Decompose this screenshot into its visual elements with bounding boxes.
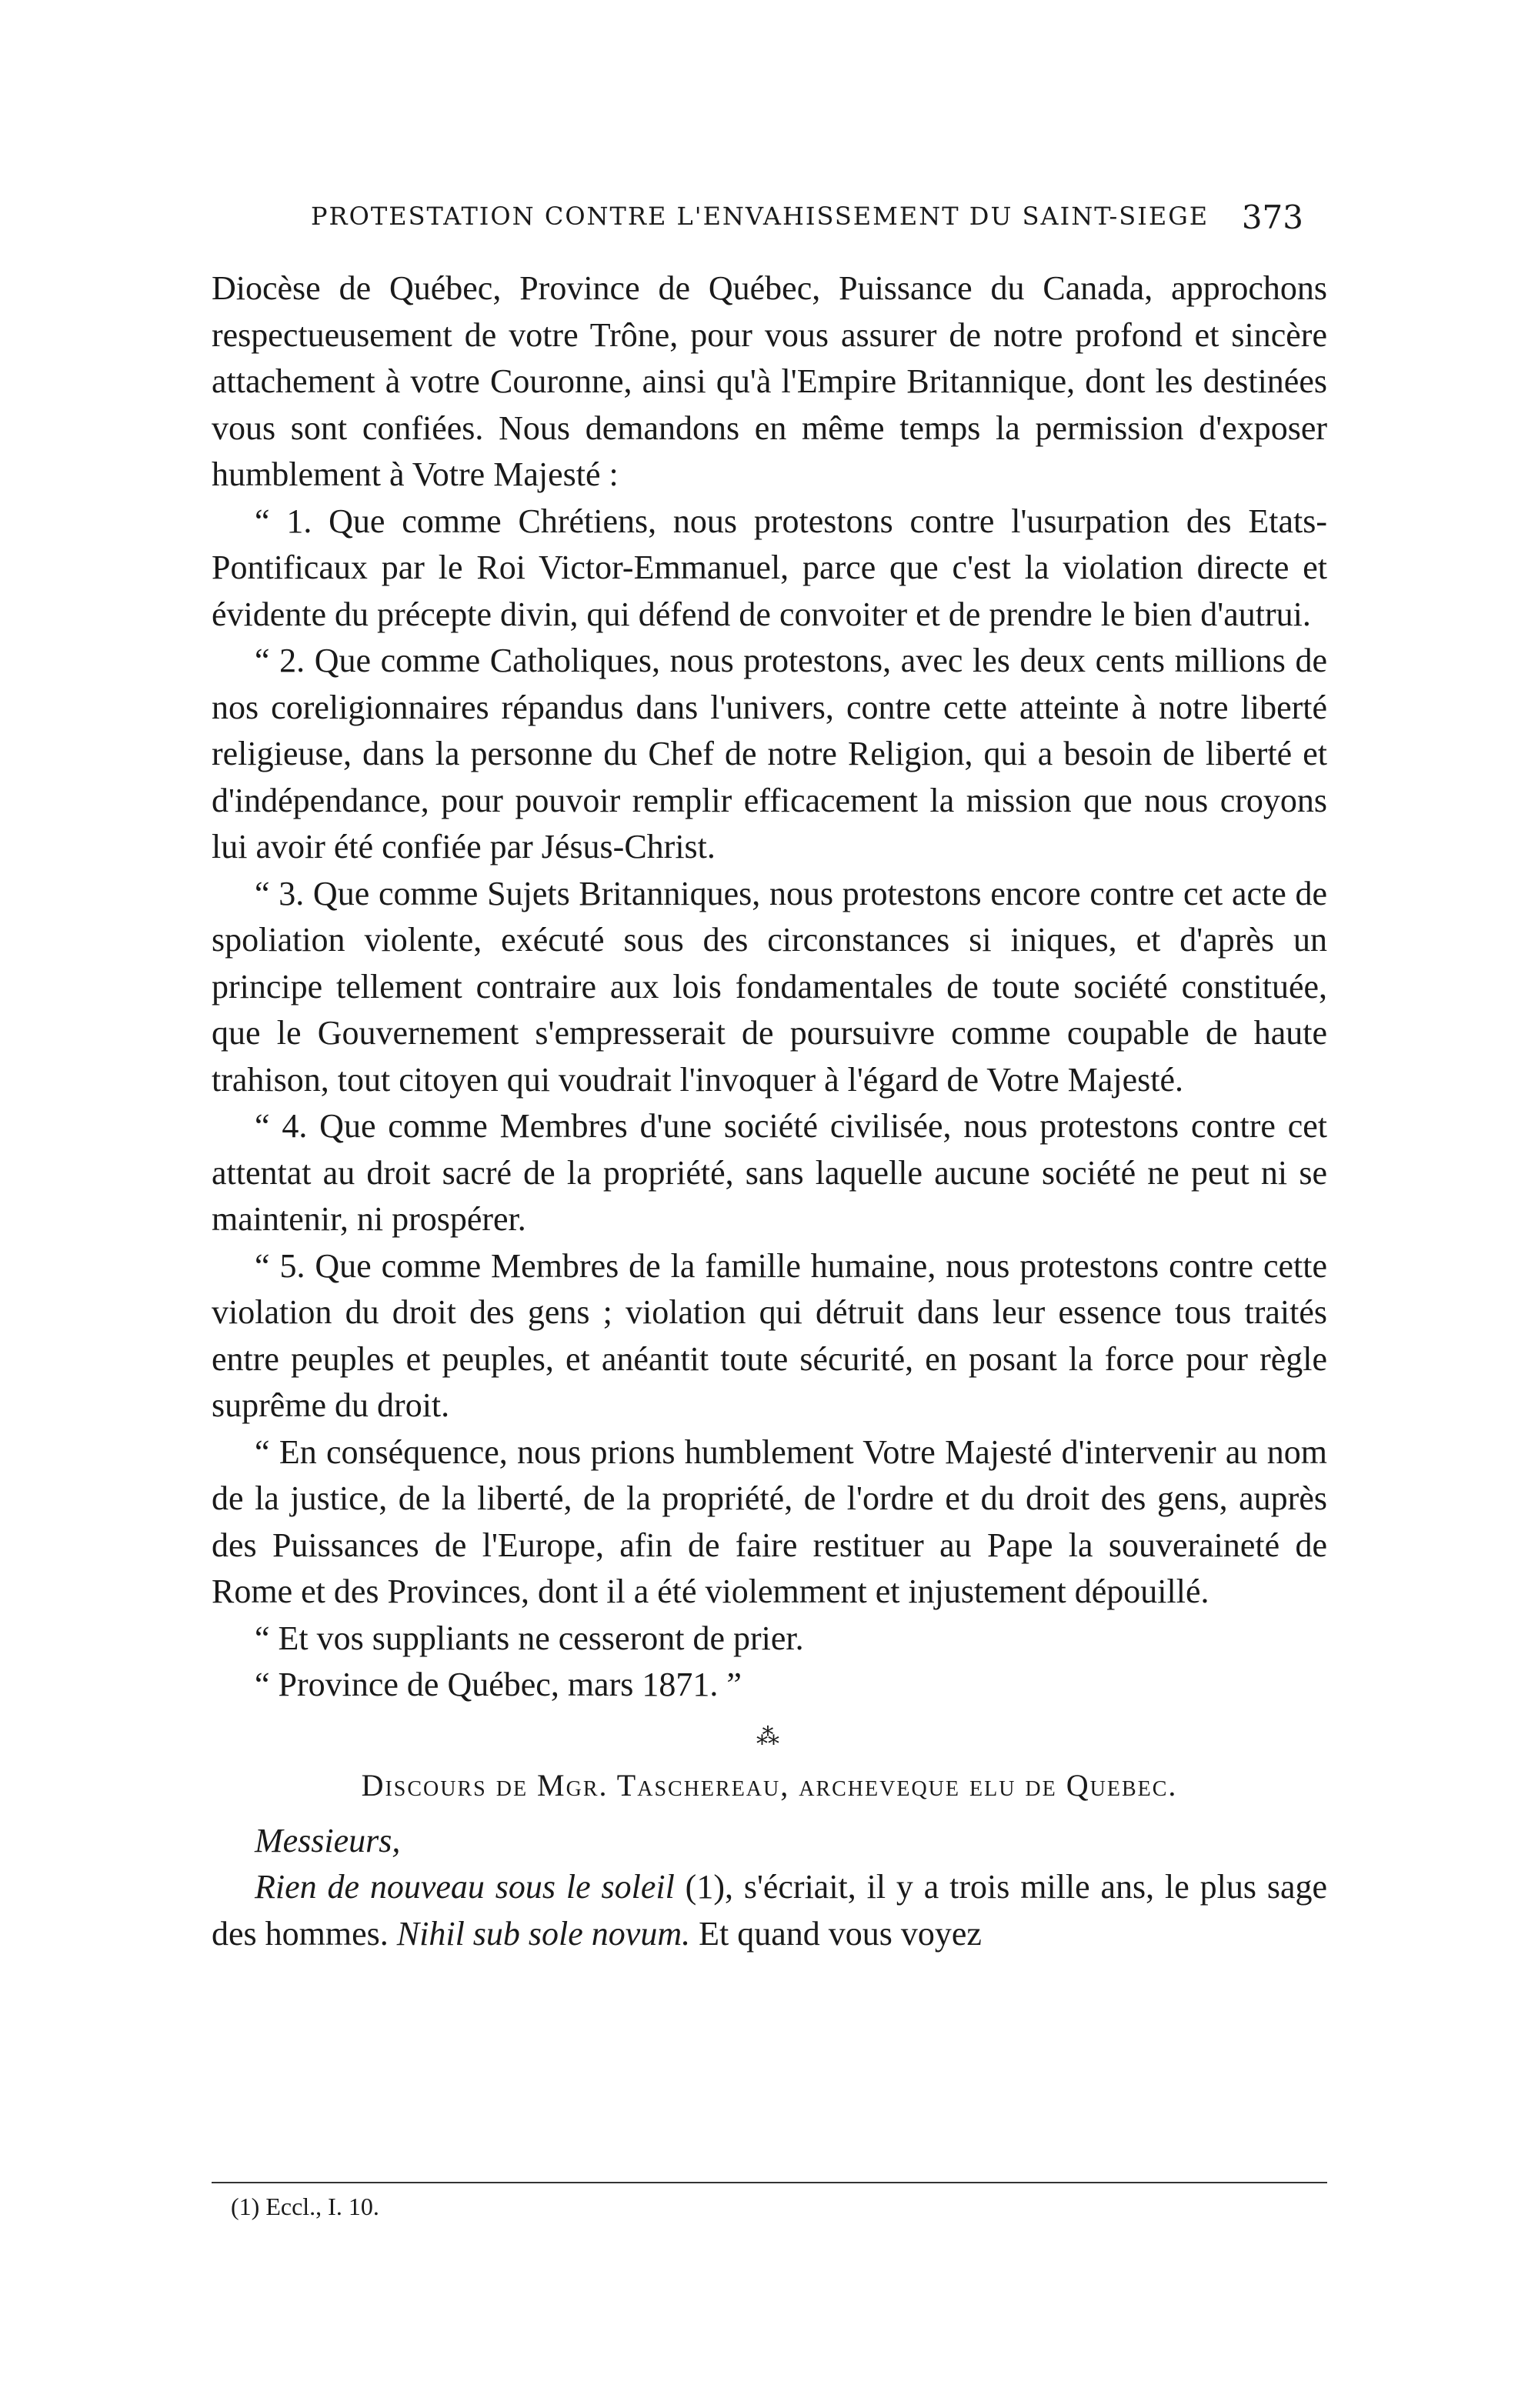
paragraph-protest-5: “ 5. Que comme Membres de la famille humaine, nous protestons contre cette violation du droit des gens ; violation qui détruit dans leur essence tous traités entre peuples et peuples, et anéantit toute sécurité, en posant la force pour règle suprême du droit. — [212, 1246, 1327, 1424]
body-text — [212, 265, 1327, 1957]
running-head — [311, 198, 1303, 240]
paragraph-suppliants: “ Et vos suppliants ne cesseront de prier. — [255, 1619, 804, 1657]
paragraph-protest-1: “ 1. Que comme Chrétiens, nous protestons contre l'usurpation des Etats-Pontificaux par le Roi Victor-Emmanuel, parce que c'est la violation directe et évidente du précepte divin, qui défend de convoiter et de prendre le bien d'autrui. — [212, 502, 1327, 633]
salutation: Messieurs, — [255, 1821, 401, 1859]
section-heading: Discours de Mgr. Taschereau, archeveque elu de Quebec. — [361, 1767, 1178, 1803]
footnote: (1) Eccl., I. 10. — [231, 2193, 379, 2220]
page-number: 373 — [1241, 198, 1303, 236]
paragraph-continuation: Et quand vous voyez — [690, 1914, 982, 1953]
paragraph-protest-3: “ 3. Que comme Sujets Britanniques, nous protestons encore contre cet acte de spoliation violente, exécuté sous des circonstances si iniques, et d'après un principe tellement contraire aux lois fondamentales de toute société constituée, que le Gouvernement s'empresserait de poursuivre comme coupable de haute trahison, tout citoyen qui voudrait l'invoquer à l'égard de Votre Majesté. — [212, 874, 1327, 1099]
footnote-ref-text: (1), s'écriait, il y a trois mille ans, le plus sage des hommes. — [212, 1868, 1328, 1953]
paragraph-protest-2: “ 2. Que comme Catholiques, nous protestons, avec les deux cents millions de nos coreligionnaires répandus dans l'univers, contre cette atteinte à notre liberté religieuse, dans la personne du Chef de notre Religion, qui a besoin de liberté et d'indépendance, pour pouvoir remplir efficacement la mission que nous croyons lui avoir été confiée par Jésus-Christ. — [212, 642, 1327, 865]
footnote-divider — [212, 2182, 1327, 2183]
paragraph-address: Diocèse de Québec, Province de Québec, Puissance du Canada, approchons respectueusement de votre Trône, pour vous assurer de notre profond et sincère attachement à votre Couronne, ainsi qu'à l'Empire Britannique, dont les destinées vous sont confiées. Nous demandons en même temps la permission d'exposer humblement à Votre Majesté : — [212, 269, 1327, 493]
paragraph-consequence: “ En conséquence, nous prions humblement Votre Majesté d'intervenir au nom de la justice, de la liberté, de la propriété, de l'ordre et du droit des gens, auprès des Puissances de l'Europe, afin de faire restituer au Pape la souveraineté de Rome et des Provinces, dont il a été violemment et injustement dépouillé. — [212, 1432, 1327, 1610]
running-title: PROTESTATION CONTRE L'ENVAHISSEMENT DU SAINT-SIEGE — [311, 202, 1209, 231]
paragraph-discours-opening — [212, 1864, 1327, 1957]
paragraph-protest-4: “ 4. Que comme Membres d'une société civilisée, nous protestons contre cet attentat au droit sacré de la propriété, sans laquelle aucune société ne peut ni se maintenir, ni prospérer. — [212, 1107, 1327, 1238]
paragraph-date: “ Province de Québec, mars 1871. ” — [255, 1666, 742, 1703]
asterism-ornament: ⁂ — [756, 1723, 782, 1749]
quote-italic-2: Nihil sub sole novum. — [396, 1914, 691, 1953]
quote-italic-1: Rien de nouveau sous le soleil — [255, 1868, 675, 1906]
